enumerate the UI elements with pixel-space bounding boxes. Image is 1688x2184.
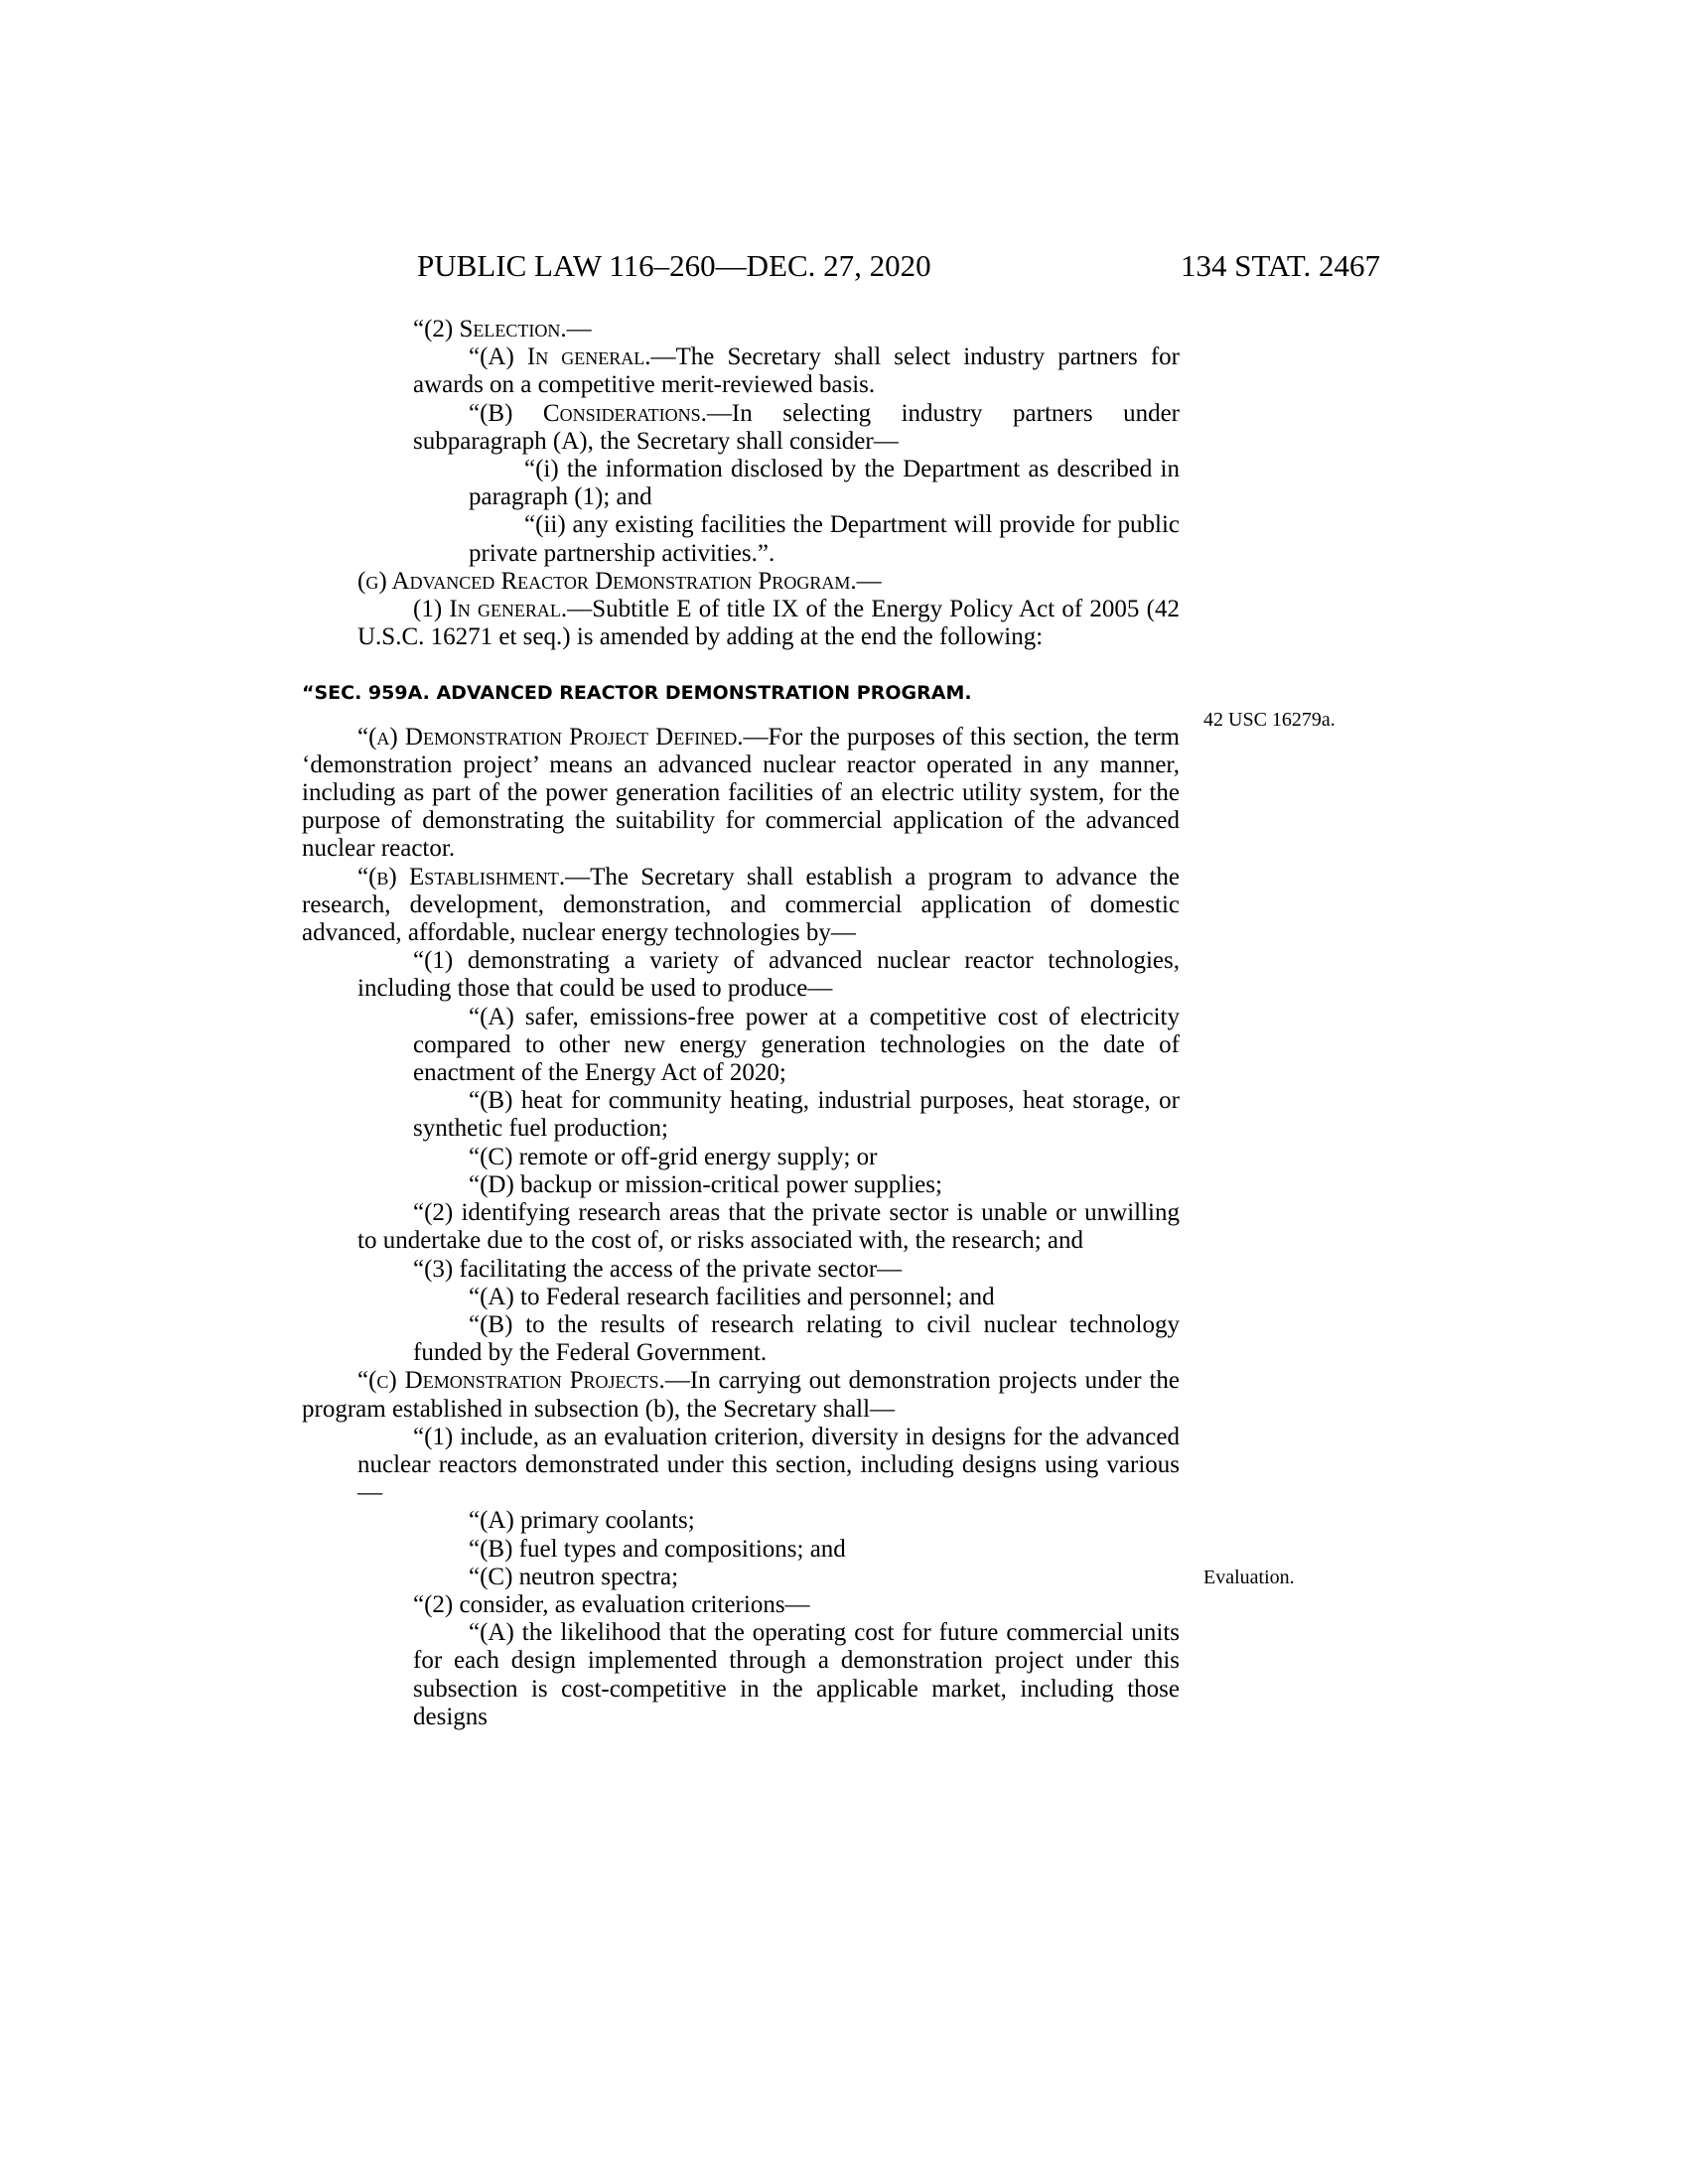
paragraph-considerations-b: “(B) Considerations.—In selecting industry partners under subparagraph (A), the Secretary shall consider—: [413, 399, 1180, 455]
paragraph-c2: “(2) consider, as evaluation criterions—: [413, 1590, 810, 1618]
subparagraph-c1a: “(A) primary coolants;: [469, 1507, 695, 1535]
subsection-c-demonstration-projects: “(c) Demonstration Projects.—In carrying out demonstration projects under the program established in subsection (b), the Secretary shall—: [302, 1367, 1180, 1423]
clause-i: “(i) the information disclosed by the Department as described in paragraph (1); and: [469, 456, 1180, 511]
paragraph-b2: “(2) identifying research areas that the private sector is unable or unwilling to undertake due to the cost of, or risks associated with, the research; and: [357, 1199, 1180, 1255]
subparagraph-b3b: “(B) to the results of research relating to civil nuclear technology funded by the Federal Government.: [413, 1310, 1180, 1367]
subparagraph-b3a: “(A) to Federal research facilities and personnel; and: [469, 1283, 995, 1310]
subparagraph-c1c: “(C) neutron spectra;: [469, 1563, 679, 1590]
paragraph-b3: “(3) facilitating the access of the private sector—: [413, 1255, 903, 1283]
page-header: [417, 248, 1380, 288]
subparagraph-c1b: “(B) fuel types and compositions; and: [469, 1535, 846, 1563]
paragraph-selection: “(2) Selection.—: [413, 316, 592, 342]
subsection-g-heading: (g) Advanced Reactor Demonstration Program.—: [357, 567, 882, 595]
subparagraph-b1c: “(C) remote or off-grid energy supply; or: [469, 1143, 878, 1170]
subparagraph-b1a: “(A) safer, emissions-free power at a competitive cost of electricity compared to other new energy generation technologies on the date of enactment of the Energy Act of 2020;: [413, 1003, 1180, 1087]
subparagraph-b1b: “(B) heat for community heating, industrial purposes, heat storage, or synthetic fuel production;: [413, 1087, 1180, 1143]
paragraph-g1: (1) In general.—Subtitle E of title IX of the Energy Policy Act of 2005 (42 U.S.C. 16271 et seq.) is amended by adding at the end the following:: [357, 596, 1180, 651]
paragraph-c1: “(1) include, as an evaluation criterion, diversity in designs for the advanced nuclear reactors demonstrated under this section, including designs using various—: [357, 1423, 1180, 1507]
subsection-b-establishment: “(b) Establishment.—The Secretary shall establish a program to advance the research, development, demonstration, and commercial application of domestic advanced, affordable, nuclear energy technologies by—: [302, 863, 1180, 947]
subparagraph-b1d: “(D) backup or mission-critical power supplies;: [469, 1170, 942, 1198]
paragraph-in-general-a: “(A) In general.—The Secretary shall select industry partners for awards on a competitive merit-reviewed basis.: [413, 343, 1180, 399]
document-body: [302, 316, 1180, 1731]
public-law-title: PUBLIC LAW 116–260—DEC. 27, 2020: [417, 248, 931, 283]
subparagraph-c2a: “(A) the likelihood that the operating cost for future commercial units for each design implemented through a demonstration project under this subsection is cost-competitive in the applicable market, including those designs: [413, 1619, 1180, 1730]
clause-ii: “(ii) any existing facilities the Department will provide for public private partnership activities.”.: [469, 511, 1180, 567]
paragraph-b1: “(1) demonstrating a variety of advanced nuclear reactor technologies, including those that could be used to produce—: [357, 947, 1180, 1003]
statute-page-number: 134 STAT. 2467: [1180, 248, 1380, 283]
margin-note-usc: 42 USC 16279a.: [1203, 709, 1336, 731]
section-heading: “SEC. 959A. ADVANCED REACTOR DEMONSTRATION PROGRAM.: [302, 682, 972, 705]
subsection-a-definition: “(a) Demonstration Project Defined.—For the purposes of this section, the term ‘demonstration project’ means an advanced nuclear reactor operated in any manner, including as part of the power generation facilities of an electric utility system, for the purpose of demonstrating the suitability for commercial application of the advanced nuclear reactor.: [302, 723, 1180, 863]
margin-note-evaluation: Evaluation.: [1203, 1567, 1295, 1588]
